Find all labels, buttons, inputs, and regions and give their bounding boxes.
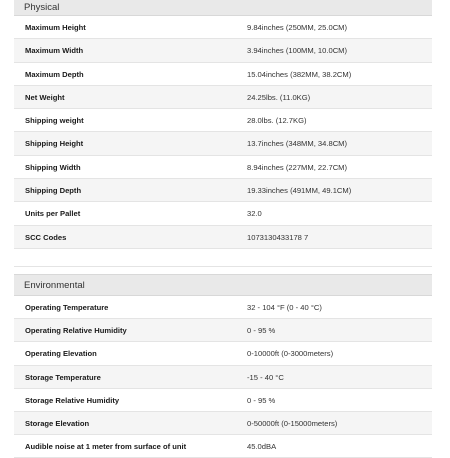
table-row (14, 86, 432, 109)
table-row (14, 226, 432, 249)
table-row (14, 16, 432, 39)
table-row (14, 296, 432, 319)
row-value: 3.94inches (100MM, 10.0CM) (247, 46, 348, 56)
row-value: 0 - 95 % (247, 395, 276, 405)
row-label: Net Weight (25, 92, 65, 102)
row-label: Storage Elevation (25, 418, 90, 428)
row-label: Units per Pallet (25, 209, 81, 219)
row-label: Audible noise at 1 meter from surface of unit (25, 442, 187, 452)
row-label: Maximum Height (25, 23, 86, 32)
row-label: Storage Temperature (25, 372, 101, 382)
section-header-environmental: Environmental (14, 274, 432, 296)
table-row (14, 389, 432, 412)
row-value: 15.04inches (382MM, 38.2CM) (247, 69, 352, 79)
row-value: 28.0lbs. (12.7KG) (247, 116, 307, 126)
row-value: 1073130433178 7 (247, 232, 309, 242)
row-value: 19.33inches (491MM, 49.1CM) (247, 186, 352, 196)
row-value: 9.84inches (250MM, 25.0CM) (247, 23, 348, 32)
table-row (14, 179, 432, 202)
table-row (14, 63, 432, 86)
table-row (14, 156, 432, 179)
row-value: -15 - 40 °C (247, 372, 284, 382)
section-header-physical: Physical (14, 0, 432, 16)
table-row (14, 132, 432, 155)
row-label: SCC Codes (25, 232, 67, 242)
spec-sheet (14, 0, 432, 450)
row-label: Shipping Depth (25, 186, 82, 196)
table-row (14, 109, 432, 132)
row-label: Storage Relative Humidity (25, 395, 120, 405)
row-value: 0 - 95 % (247, 326, 276, 336)
row-value: 0-50000ft (0-15000meters) (247, 418, 338, 428)
table-row (14, 435, 432, 458)
row-label: Operating Temperature (25, 302, 109, 312)
row-value: 13.7inches (348MM, 34.8CM) (247, 139, 348, 149)
row-label: Shipping Height (25, 139, 84, 149)
table-row (14, 319, 432, 342)
row-value: 8.94inches (227MM, 22.7CM) (247, 162, 348, 172)
row-value: 45.0dBA (247, 442, 277, 452)
row-label: Shipping Width (25, 162, 81, 172)
row-value: 24.25lbs. (11.0KG) (247, 92, 311, 102)
physical-rows (14, 16, 432, 267)
table-row (14, 39, 432, 62)
table-row (14, 412, 432, 435)
row-label: Operating Elevation (25, 349, 97, 359)
table-row (14, 366, 432, 389)
empty-row (14, 249, 432, 267)
table-row (14, 202, 432, 225)
row-label: Maximum Depth (25, 69, 84, 79)
table-row (14, 342, 432, 365)
row-value: 32 - 104 °F (0 - 40 °C) (247, 302, 322, 312)
environmental-rows (14, 296, 432, 458)
row-value: 32.0 (247, 209, 262, 219)
row-label: Operating Relative Humidity (25, 326, 127, 336)
row-label: Shipping weight (25, 116, 84, 126)
row-value: 0-10000ft (0-3000meters) (247, 349, 334, 359)
row-label: Maximum Width (25, 46, 84, 56)
section-gap (14, 267, 432, 274)
